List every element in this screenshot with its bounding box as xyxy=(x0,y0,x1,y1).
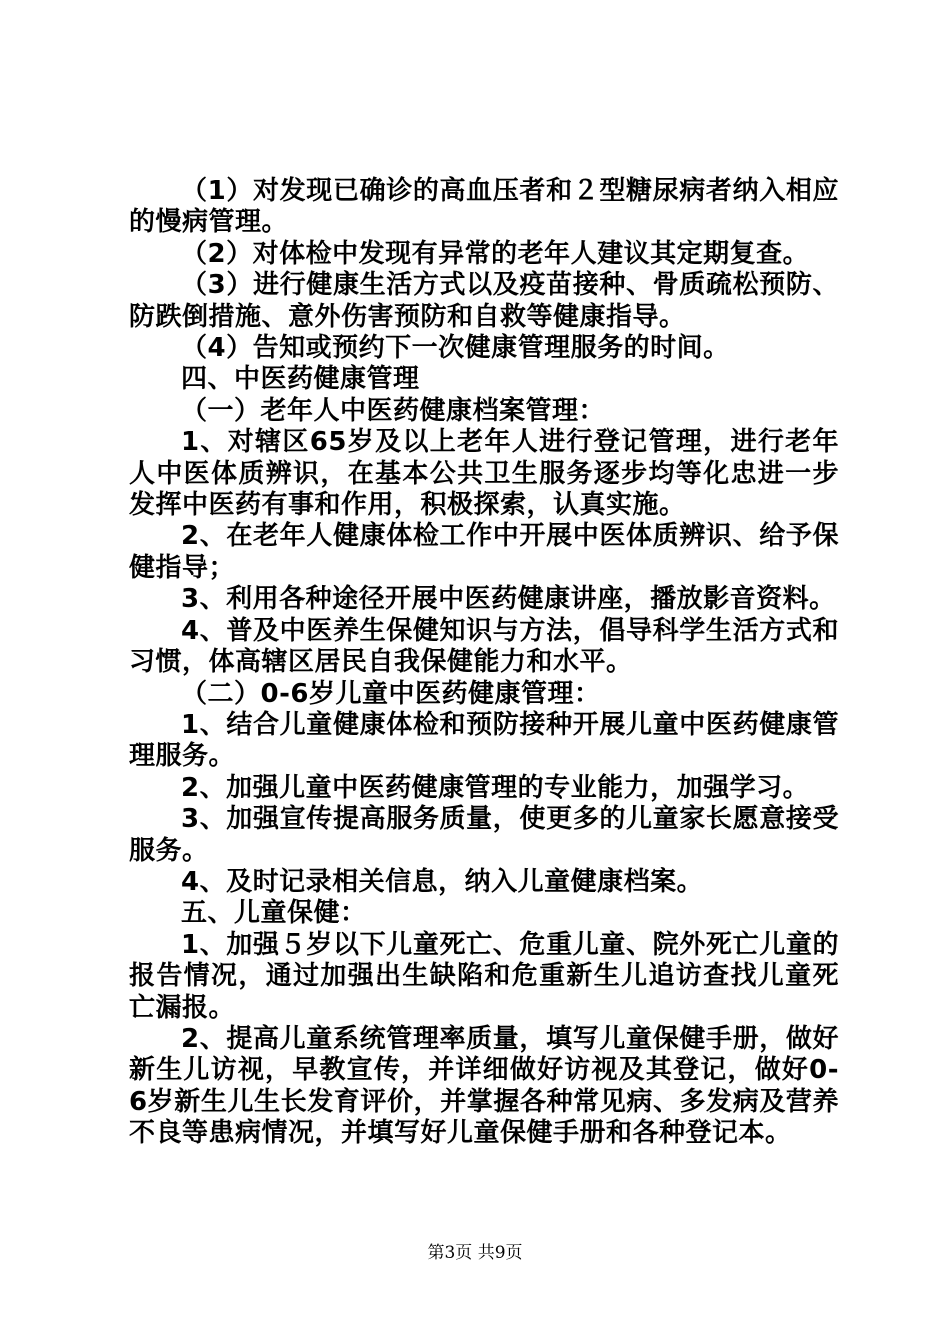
document-body xyxy=(129,176,839,1150)
paragraph: 2、提高儿童系统管理率质量，填写儿童保健手册，做好新生儿访视，早教宣传，并详细做好访视及其登记，做好0-6岁新生儿生长发育评价，并掌握各种常见病、多发病及营养不良等患病情况，并填写好儿童保健手册和各种登记本。 xyxy=(129,1023,839,1149)
subsection-heading: （二）0-6岁儿童中医药健康管理： xyxy=(181,678,601,709)
paragraph: 4、普及中医养生保健知识与方法，倡导科学生活方式和习惯，体高辖区居民自我保健能力和水平。 xyxy=(129,615,839,678)
subsection-heading: （一）老年人中医药健康档案管理： xyxy=(181,395,606,426)
paragraph: （3）进行健康生活方式以及疫苗接种、骨质疏松预防、防跌倒措施、意外伤害预防和自救等健康指导。 xyxy=(129,270,839,332)
paragraph: 3、利用各种途径开展中医药健康讲座，播放影音资料。 xyxy=(181,584,836,615)
paragraph: （1）对发现已确诊的高血压者和２型糖尿病者纳入相应的慢病管理。 xyxy=(129,176,839,238)
paragraph: 4、及时记录相关信息，纳入儿童健康档案。 xyxy=(181,866,704,897)
paragraph: （4）告知或预约下一次健康管理服务的时间。 xyxy=(181,333,730,364)
paragraph: 3、加强宣传提高服务质量，使更多的儿童家长愿意接受服务。 xyxy=(129,804,839,866)
section-heading: 四、中医药健康管理 xyxy=(181,364,420,395)
paragraph: 2、在老年人健康体检工作中开展中医体质辨识、给予保健指导； xyxy=(129,521,839,583)
paragraph: 1、加强５岁以下儿童死亡、危重儿童、院外死亡儿童的报告情况，通过加强出生缺陷和危重新生儿追访查找儿童死亡漏报。 xyxy=(129,929,839,1023)
paragraph: （2）对体检中发现有异常的老年人建议其定期复查。 xyxy=(181,238,810,269)
paragraph: 2、加强儿童中医药健康管理的专业能力，加强学习。 xyxy=(181,772,810,803)
paragraph: 1、结合儿童健康体检和预防接种开展儿童中医药健康管理服务。 xyxy=(129,709,839,772)
section-heading: 五、儿童保健： xyxy=(181,898,367,929)
page-number-footer: 第3页 共9页 xyxy=(427,1243,523,1263)
paragraph: 1、对辖区65岁及以上老年人进行登记管理，进行老年人中医体质辨识，在基本公共卫生服务逐步均等化忠进一步发挥中医药有事和作用，积极探索，认真实施。 xyxy=(129,427,839,521)
